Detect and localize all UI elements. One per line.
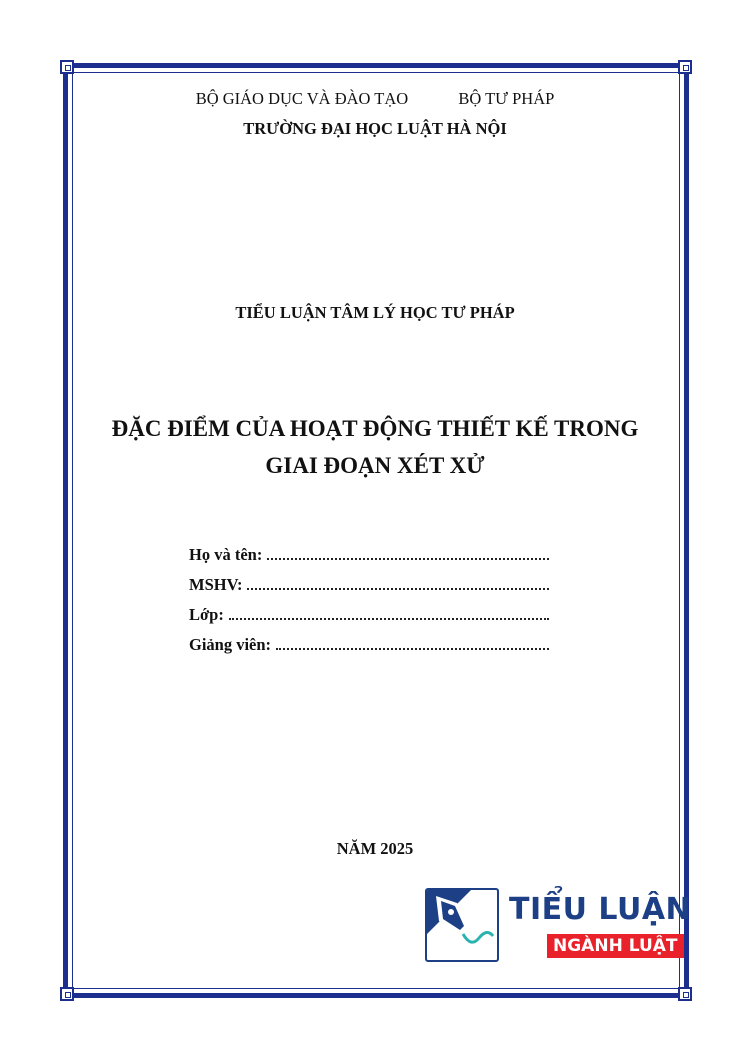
info-row-name (189, 545, 549, 575)
year: NĂM 2025 (336, 839, 414, 858)
name-dotted-line (267, 546, 549, 560)
essay-title (0, 410, 750, 484)
border-corner-bottom-right (678, 987, 692, 1001)
class-label: Lớp: (189, 605, 224, 624)
info-row-class (189, 605, 549, 635)
student-info (189, 545, 549, 665)
brand-logo (425, 888, 692, 968)
info-row-lecturer (189, 635, 549, 665)
border-corner-top-right (678, 60, 692, 74)
info-row-id (189, 575, 549, 605)
ministry-education: BỘ GIÁO DỤC VÀ ĐÀO TẠO (195, 89, 409, 108)
pen-nib-icon (425, 888, 499, 962)
ministry-justice: BỘ TƯ PHÁP (458, 89, 555, 108)
border-corner-top-left (60, 60, 74, 74)
essay-title-line-1: ĐẶC ĐIỂM CỦA HOẠT ĐỘNG THIẾT KẾ TRONG (111, 416, 639, 441)
university-name: TRƯỜNG ĐẠI HỌC LUẬT HÀ NỘI (243, 119, 507, 138)
ministries-header (0, 89, 750, 109)
lecturer-dotted-line (276, 636, 549, 650)
name-label: Họ và tên: (189, 545, 263, 564)
essay-subtitle: TIỂU LUẬN TÂM LÝ HỌC TƯ PHÁP (235, 303, 515, 322)
class-dotted-line (229, 606, 549, 620)
essay-title-line-2: GIAI ĐOẠN XÉT XỬ (265, 453, 485, 478)
lecturer-label: Giảng viên: (189, 635, 272, 654)
border-corner-bottom-left (60, 987, 74, 1001)
logo-subtitle: NGÀNH LUẬT (547, 934, 684, 958)
id-dotted-line (247, 576, 549, 590)
logo-title: TIỂU LUẬN (509, 892, 692, 927)
id-label: MSHV: (189, 575, 243, 594)
